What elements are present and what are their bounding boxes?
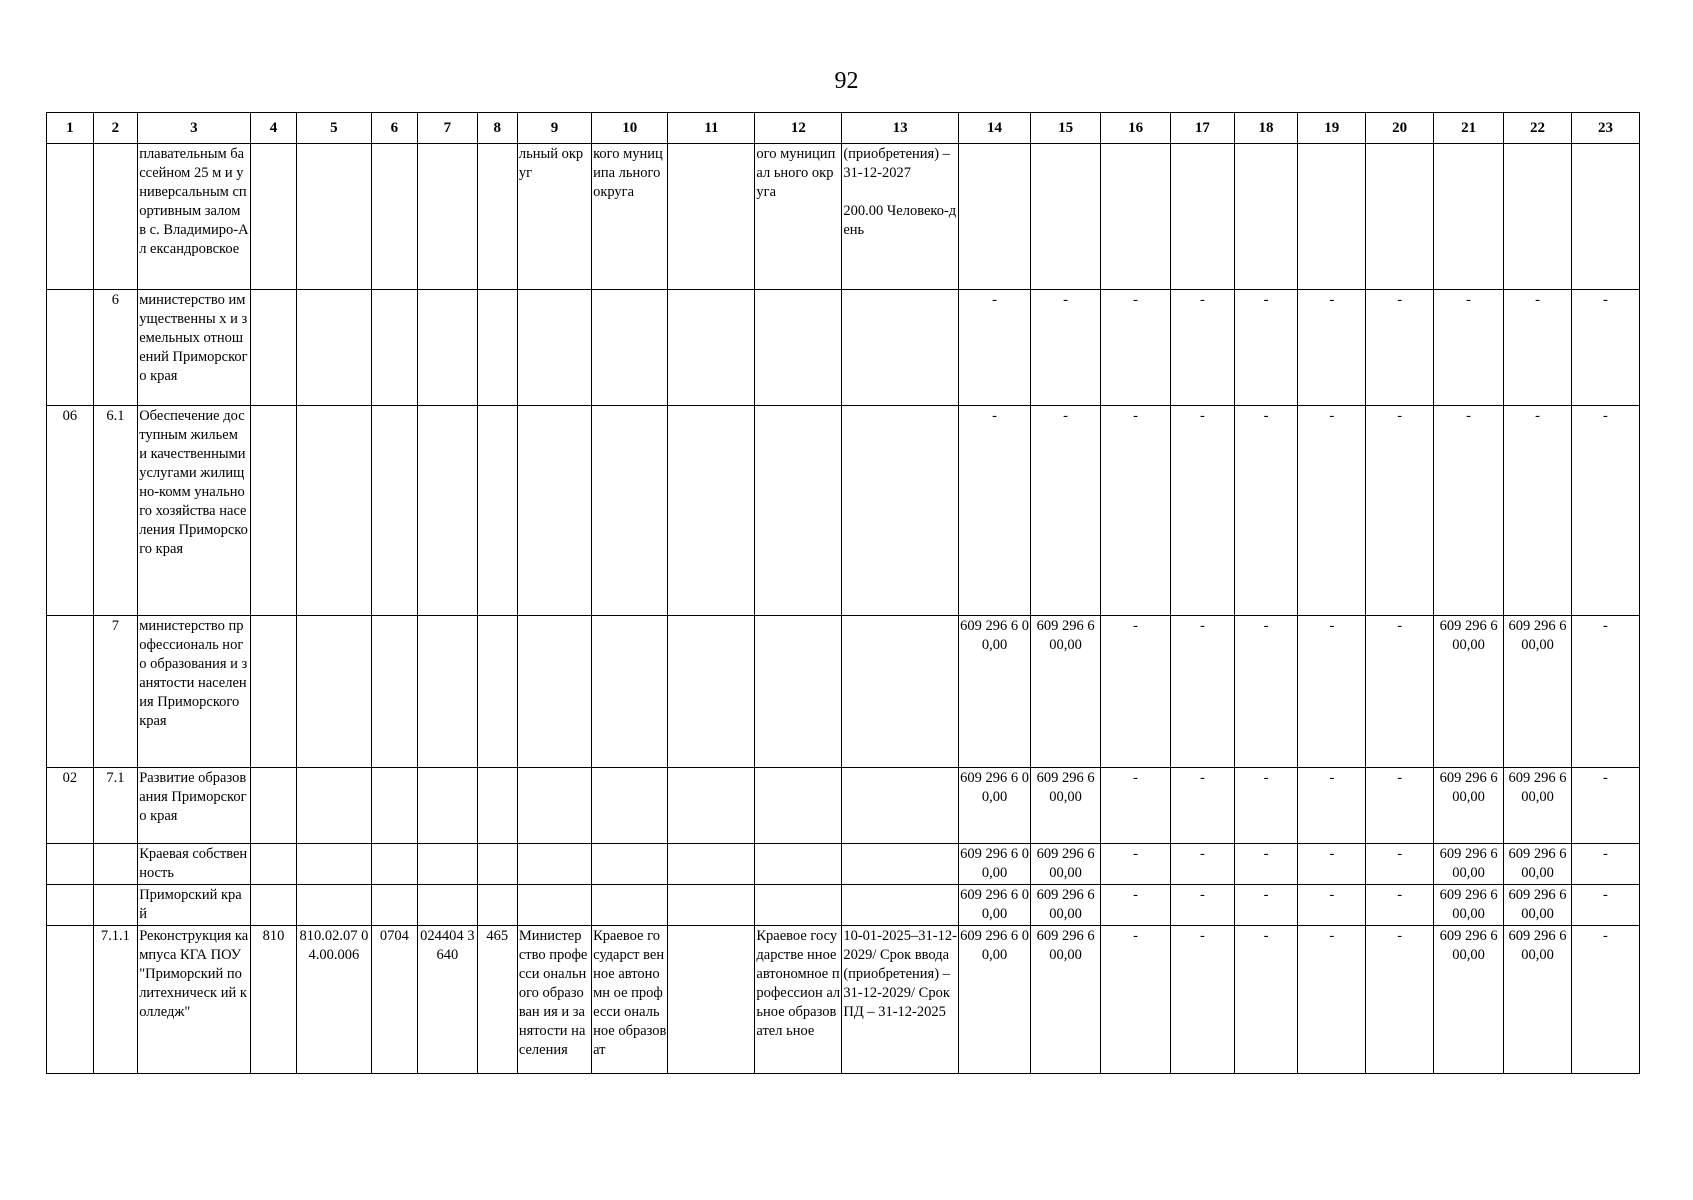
table-value-cell: 609 296 6 00,00 (1434, 844, 1504, 885)
table-cell-c1: 06 (47, 406, 94, 616)
table-cell-c6: 0704 (371, 926, 418, 1074)
table-cell-c9 (517, 616, 591, 768)
table-value-cell: - (1366, 616, 1434, 768)
table-value-cell: - (1434, 290, 1504, 406)
header-cell: 19 (1298, 113, 1366, 144)
table-cell-c5 (297, 616, 371, 768)
table-cell-c10 (592, 406, 668, 616)
table-cell-c11 (668, 885, 755, 926)
table-cell-c1 (47, 290, 94, 406)
table-value-cell: - (1504, 290, 1572, 406)
header-cell: 10 (592, 113, 668, 144)
table-cell-c4 (250, 406, 297, 616)
header-cell: 18 (1234, 113, 1298, 144)
table-cell-c11 (668, 290, 755, 406)
header-cell: 20 (1366, 113, 1434, 144)
table-cell-c12 (755, 885, 842, 926)
table-cell-c13 (842, 768, 959, 844)
table-cell-c13 (842, 844, 959, 885)
table-cell-c4: 810 (250, 926, 297, 1074)
table-value-cell (1171, 144, 1235, 290)
table-row (47, 290, 1640, 406)
header-cell: 15 (1031, 113, 1101, 144)
table-cell-c1 (47, 616, 94, 768)
table-value-cell: - (1101, 844, 1171, 885)
header-cell: 17 (1171, 113, 1235, 144)
table-cell-c10 (592, 844, 668, 885)
table-cell-c8 (477, 616, 517, 768)
table-value-cell: - (1571, 616, 1639, 768)
table-value-cell: 609 296 6 00,00 (959, 885, 1031, 926)
table-cell-c2: 6 (93, 290, 138, 406)
table-value-cell: - (1298, 406, 1366, 616)
table-cell-c6 (371, 616, 418, 768)
table-value-cell: 609 296 6 00,00 (1031, 885, 1101, 926)
table-value-cell: 609 296 6 00,00 (1504, 926, 1572, 1074)
table-value-cell (1434, 144, 1504, 290)
header-cell: 4 (250, 113, 297, 144)
table-cell-c9 (517, 768, 591, 844)
table-cell-c8 (477, 768, 517, 844)
header-cell: 11 (668, 113, 755, 144)
table-value-cell: - (959, 406, 1031, 616)
table-value-cell: - (1504, 406, 1572, 616)
table-cell-c8 (477, 290, 517, 406)
table-value-cell: - (1031, 290, 1101, 406)
table-cell-c12 (755, 768, 842, 844)
table-cell-c3: плавательным бассейном 25 м и универсальным спортивным залом в с. Владимиро-Ал ександровское (138, 144, 250, 290)
header-cell: 2 (93, 113, 138, 144)
table-cell-c9 (517, 844, 591, 885)
table-value-cell: - (959, 290, 1031, 406)
table-row (47, 844, 1640, 885)
table-cell-c3: министерство имущественны х и земельных отношений Приморского края (138, 290, 250, 406)
table-value-cell: - (1171, 406, 1235, 616)
table-value-cell: - (1234, 406, 1298, 616)
table-value-cell: - (1171, 885, 1235, 926)
table-cell-c9: Министер ство професси онального образован ия и занятости населения (517, 926, 591, 1074)
table-cell-c5 (297, 885, 371, 926)
header-cell: 9 (517, 113, 591, 144)
table-cell-c7 (418, 406, 477, 616)
table-value-cell: - (1234, 885, 1298, 926)
table-row (47, 144, 1640, 290)
table-value-cell: - (1298, 844, 1366, 885)
table-value-cell: 609 296 6 00,00 (1434, 768, 1504, 844)
header-cell: 22 (1504, 113, 1572, 144)
header-cell: 16 (1101, 113, 1171, 144)
table-cell-c12 (755, 616, 842, 768)
table-cell-c10: кого муниципа льного округа (592, 144, 668, 290)
table-value-cell: - (1101, 406, 1171, 616)
table-cell-c1 (47, 844, 94, 885)
table-cell-c8 (477, 844, 517, 885)
table-value-cell: - (1171, 290, 1235, 406)
header-cell: 12 (755, 113, 842, 144)
table-cell-c11 (668, 926, 755, 1074)
table-value-cell: - (1298, 926, 1366, 1074)
table-cell-c12 (755, 290, 842, 406)
table-value-cell: - (1171, 926, 1235, 1074)
table-cell-c11 (668, 144, 755, 290)
table-value-cell: - (1234, 926, 1298, 1074)
table-cell-c9 (517, 885, 591, 926)
table-cell-c6 (371, 290, 418, 406)
table-cell-c4 (250, 144, 297, 290)
table-cell-c6 (371, 885, 418, 926)
table-value-cell (1234, 144, 1298, 290)
table-value-cell: 609 296 6 00,00 (1504, 768, 1572, 844)
table-cell-c1 (47, 926, 94, 1074)
table-value-cell: - (1101, 926, 1171, 1074)
table-cell-c3: Развитие образования Приморского края (138, 768, 250, 844)
table-value-cell: - (1366, 844, 1434, 885)
table-cell-c2: 7 (93, 616, 138, 768)
table-value-cell: - (1571, 406, 1639, 616)
table-value-cell: - (1366, 768, 1434, 844)
table-cell-c13: 10-01-2025–31-12-2029/ Срок ввода (приобретения) – 31-12-2029/ Срок ПД – 31-12-2025 (842, 926, 959, 1074)
table-value-cell (1366, 144, 1434, 290)
table-cell-c12: Краевое государстве нное автономное профессион альное образовател ьное (755, 926, 842, 1074)
table-value-cell: - (1298, 616, 1366, 768)
table-cell-c7 (418, 844, 477, 885)
table-cell-c5 (297, 144, 371, 290)
table-value-cell: 609 296 6 00,00 (1031, 768, 1101, 844)
table-row (47, 616, 1640, 768)
table-cell-c6 (371, 844, 418, 885)
table-value-cell: - (1234, 616, 1298, 768)
table-cell-c8 (477, 144, 517, 290)
table-cell-c2 (93, 144, 138, 290)
table-cell-c5 (297, 290, 371, 406)
table-value-cell: 609 296 6 00,00 (1434, 885, 1504, 926)
header-cell: 1 (47, 113, 94, 144)
table-cell-c8: 465 (477, 926, 517, 1074)
table-value-cell: 609 296 6 00,00 (959, 844, 1031, 885)
table-cell-c12: ого муниципал ьного округа (755, 144, 842, 290)
table-cell-c13: (приобретения) – 31-12-2027 200.00 Человеко-день (842, 144, 959, 290)
table-value-cell: - (1298, 885, 1366, 926)
header-cell: 13 (842, 113, 959, 144)
table-cell-c9 (517, 290, 591, 406)
table-cell-c11 (668, 406, 755, 616)
table-row (47, 885, 1640, 926)
table-value-cell: - (1031, 406, 1101, 616)
table-cell-c2 (93, 885, 138, 926)
table-cell-c4 (250, 844, 297, 885)
table-cell-c11 (668, 768, 755, 844)
table-cell-c11 (668, 844, 755, 885)
header-cell: 21 (1434, 113, 1504, 144)
table-cell-c7 (418, 144, 477, 290)
table-cell-c7 (418, 768, 477, 844)
table-value-cell: - (1298, 768, 1366, 844)
table-value-cell (1571, 144, 1639, 290)
table-cell-c12 (755, 844, 842, 885)
header-cell: 7 (418, 113, 477, 144)
table-cell-c6 (371, 144, 418, 290)
table-value-cell: - (1234, 768, 1298, 844)
header-cell: 5 (297, 113, 371, 144)
table-cell-c10: Краевое государст венное автономн ое професси ональное образоват (592, 926, 668, 1074)
table-value-cell (959, 144, 1031, 290)
table-cell-c7 (418, 885, 477, 926)
table-cell-c5 (297, 768, 371, 844)
table-cell-c2 (93, 844, 138, 885)
table-value-cell: - (1366, 885, 1434, 926)
table-value-cell: - (1171, 616, 1235, 768)
table-value-cell: 609 296 6 00,00 (1504, 844, 1572, 885)
table-value-cell: 609 296 6 00,00 (1434, 616, 1504, 768)
table-cell-c3: Приморский край (138, 885, 250, 926)
table-cell-c7: 024404 3640 (418, 926, 477, 1074)
table-value-cell: - (1366, 926, 1434, 1074)
table-cell-c3: министерство профессиональ ного образования и занятости населения Приморского края (138, 616, 250, 768)
table-cell-c1: 02 (47, 768, 94, 844)
page-number: 92 (834, 68, 859, 94)
table-value-cell: - (1101, 616, 1171, 768)
table-cell-c12 (755, 406, 842, 616)
table-cell-c9: льный округ (517, 144, 591, 290)
table-value-cell: 609 296 6 00,00 (959, 768, 1031, 844)
table-cell-c4 (250, 885, 297, 926)
table-value-cell: 609 296 6 00,00 (959, 926, 1031, 1074)
table-cell-c8 (477, 885, 517, 926)
table-cell-c13 (842, 290, 959, 406)
table-value-cell: - (1434, 406, 1504, 616)
table-value-cell: 609 296 6 00,00 (1504, 616, 1572, 768)
table-cell-c6 (371, 768, 418, 844)
table-value-cell: - (1171, 844, 1235, 885)
table-value-cell: - (1571, 290, 1639, 406)
header-cell: 23 (1571, 113, 1639, 144)
table-value-cell: - (1101, 290, 1171, 406)
table-cell-c6 (371, 406, 418, 616)
table-value-cell: - (1234, 844, 1298, 885)
table-cell-c10 (592, 616, 668, 768)
table-cell-c2: 7.1 (93, 768, 138, 844)
table-cell-c3: Обеспечение доступным жильем и качественными услугами жилищно-комм унального хозяйства населения Приморского края (138, 406, 250, 616)
table-value-cell: - (1234, 290, 1298, 406)
table-value-cell (1298, 144, 1366, 290)
table-cell-c2: 7.1.1 (93, 926, 138, 1074)
table-value-cell: - (1366, 290, 1434, 406)
table-row (47, 406, 1640, 616)
table-value-cell: - (1101, 885, 1171, 926)
budget-table (46, 112, 1640, 1074)
table-cell-c7 (418, 616, 477, 768)
header-cell: 6 (371, 113, 418, 144)
table-value-cell: 609 296 6 00,00 (1031, 844, 1101, 885)
header-row (47, 113, 1640, 144)
table-value-cell: - (1571, 885, 1639, 926)
table-cell-c3: Краевая собственность (138, 844, 250, 885)
header-cell: 8 (477, 113, 517, 144)
table-value-cell (1504, 144, 1572, 290)
table-cell-c2: 6.1 (93, 406, 138, 616)
table-cell-c5 (297, 844, 371, 885)
table-cell-c4 (250, 290, 297, 406)
table-cell-c9 (517, 406, 591, 616)
table-cell-c13 (842, 885, 959, 926)
table-cell-c5 (297, 406, 371, 616)
table-cell-c11 (668, 616, 755, 768)
table-cell-c1 (47, 144, 94, 290)
table-value-cell: - (1571, 768, 1639, 844)
table-cell-c8 (477, 406, 517, 616)
table-cell-c13 (842, 406, 959, 616)
table-value-cell: - (1366, 406, 1434, 616)
table-cell-c4 (250, 616, 297, 768)
table-cell-c10 (592, 768, 668, 844)
table-cell-c10 (592, 290, 668, 406)
table-value-cell: - (1571, 926, 1639, 1074)
table-cell-c3: Реконструкция кампуса КГА ПОУ "Приморский политехническ ий колледж" (138, 926, 250, 1074)
table-row (47, 768, 1640, 844)
table-value-cell: 609 296 6 00,00 (959, 616, 1031, 768)
table-value-cell: 609 296 6 00,00 (1504, 885, 1572, 926)
table-value-cell: - (1298, 290, 1366, 406)
table-cell-c13 (842, 616, 959, 768)
table-value-cell (1101, 144, 1171, 290)
table-cell-c1 (47, 885, 94, 926)
table-value-cell: - (1571, 844, 1639, 885)
table-row (47, 926, 1640, 1074)
table-value-cell: - (1101, 768, 1171, 844)
table-value-cell: 609 296 6 00,00 (1434, 926, 1504, 1074)
table-cell-c4 (250, 768, 297, 844)
table-cell-c10 (592, 885, 668, 926)
table-value-cell: 609 296 6 00,00 (1031, 926, 1101, 1074)
table-cell-c5: 810.02.07 04.00.006 (297, 926, 371, 1074)
table-cell-c7 (418, 290, 477, 406)
table-value-cell: - (1171, 768, 1235, 844)
table-value-cell (1031, 144, 1101, 290)
header-cell: 3 (138, 113, 250, 144)
table-value-cell: 609 296 6 00,00 (1031, 616, 1101, 768)
header-cell: 14 (959, 113, 1031, 144)
